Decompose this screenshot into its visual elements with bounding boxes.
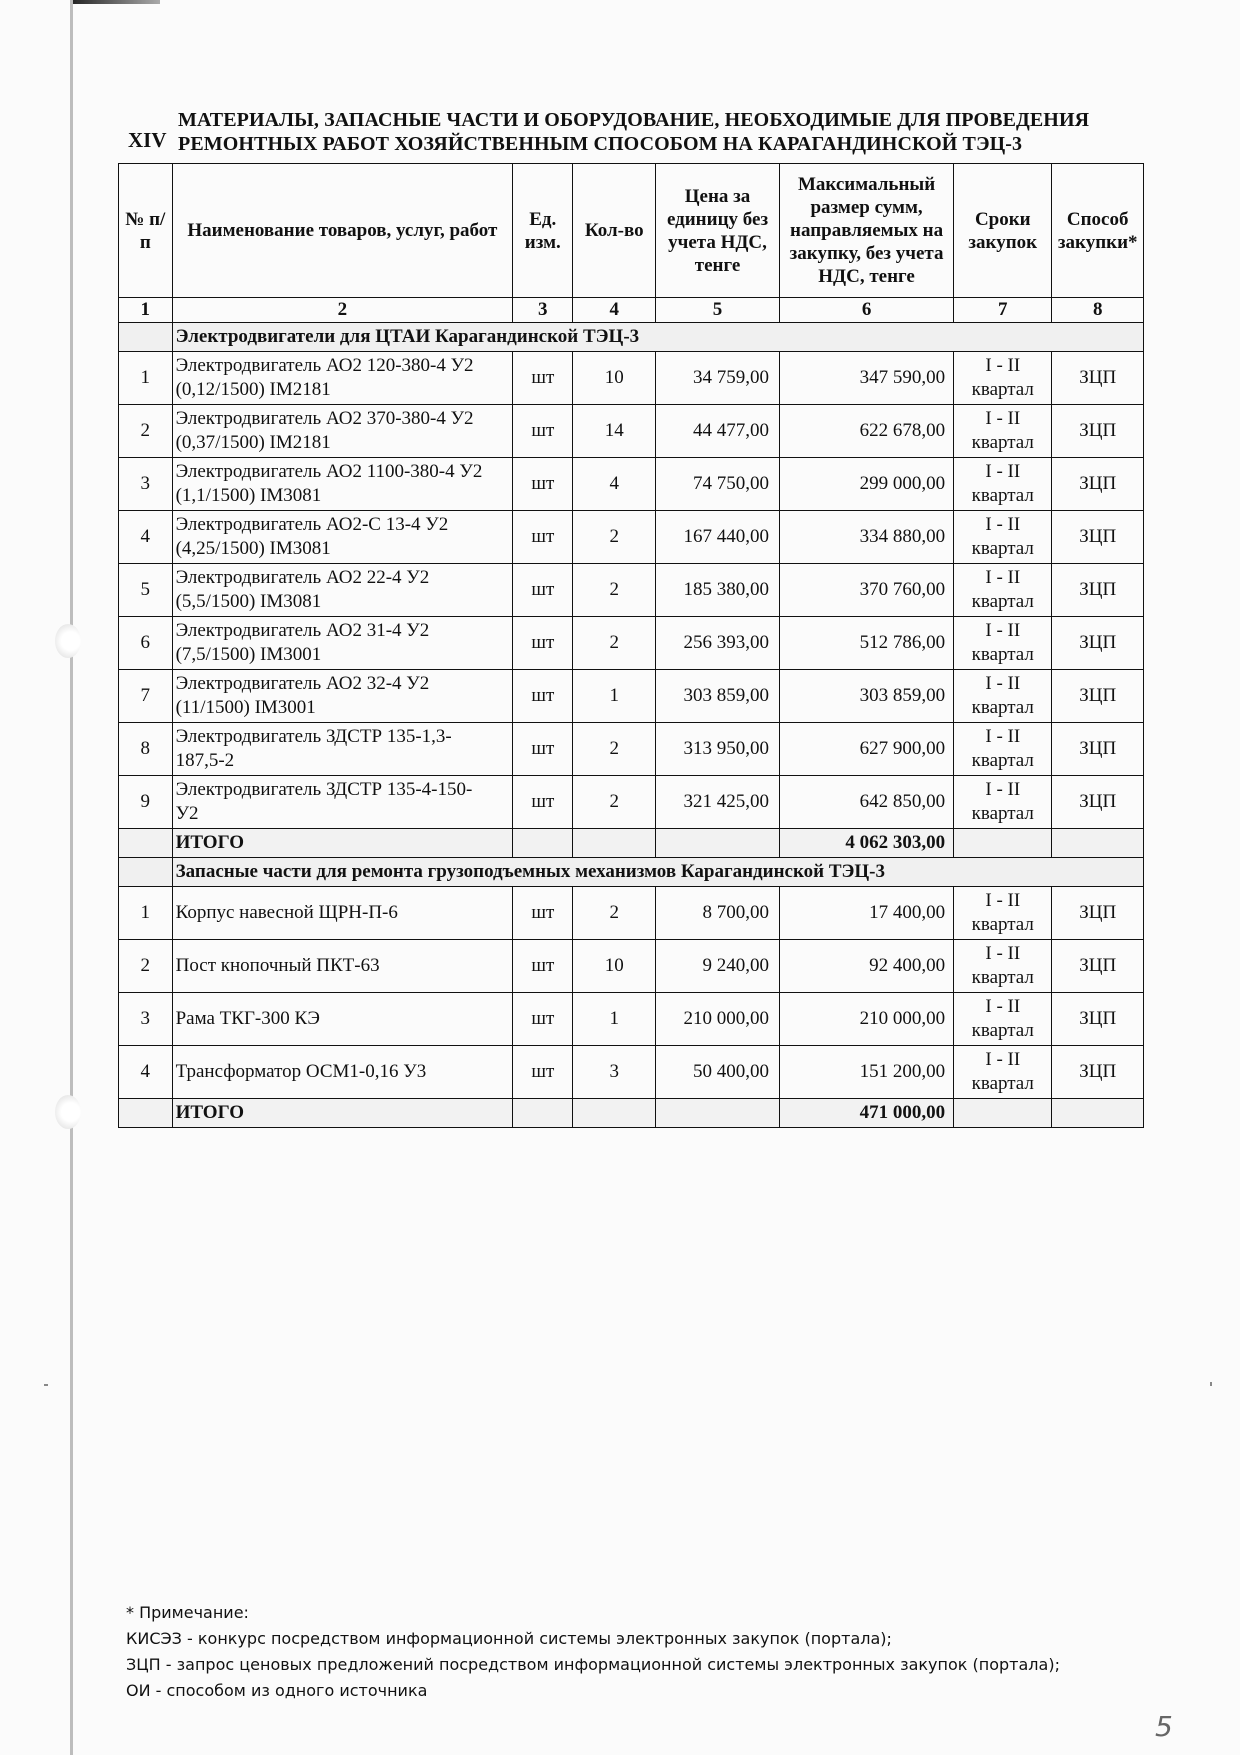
- section-title: Запасные части для ремонта грузоподъемных механизмов Карагандинской ТЭЦ-3: [172, 858, 1143, 887]
- column-number: 6: [779, 298, 953, 323]
- item-unit: шт: [513, 723, 573, 776]
- total-label: ИТОГО: [172, 829, 513, 858]
- item-unit: шт: [513, 564, 573, 617]
- scan-edge-top: [70, 0, 160, 4]
- item-period: [954, 776, 1052, 829]
- item-name-line-2: (4,25/1500) IM3081: [175, 538, 331, 559]
- table-row: [119, 405, 1144, 458]
- item-name-line-2: (0,37/1500) IM2181: [175, 432, 331, 453]
- header-row: [119, 164, 1144, 298]
- item-name: [172, 405, 513, 458]
- item-method: ЗЦП: [1052, 887, 1144, 940]
- period-line-1: I - II: [985, 996, 1021, 1017]
- column-number: 4: [573, 298, 656, 323]
- item-name: [172, 670, 513, 723]
- total-empty-cell: [119, 829, 173, 858]
- item-method: ЗЦП: [1052, 1046, 1144, 1099]
- title-text: [178, 108, 1089, 156]
- table-row: [119, 352, 1144, 405]
- period-line-2: квартал: [971, 697, 1034, 718]
- item-name: [172, 617, 513, 670]
- item-unit-price: 34 759,00: [656, 352, 780, 405]
- item-unit: шт: [513, 887, 573, 940]
- period-line-1: I - II: [985, 1049, 1021, 1070]
- item-quantity: 14: [573, 405, 656, 458]
- item-method: ЗЦП: [1052, 352, 1144, 405]
- period-line-2: квартал: [971, 967, 1034, 988]
- item-number: 4: [119, 1046, 173, 1099]
- punch-hole: [55, 1095, 81, 1129]
- item-name: [172, 564, 513, 617]
- total-row: [119, 829, 1144, 858]
- table-row: [119, 940, 1144, 993]
- item-name: [172, 887, 513, 940]
- item-number: 3: [119, 993, 173, 1046]
- total-empty-cell: [954, 1099, 1052, 1128]
- item-number: 2: [119, 940, 173, 993]
- item-name: [172, 511, 513, 564]
- item-unit: шт: [513, 352, 573, 405]
- section-header-row: [119, 323, 1144, 352]
- total-empty-cell: [119, 1099, 173, 1128]
- period-line-2: квартал: [971, 1020, 1034, 1041]
- item-max-sum: 210 000,00: [779, 993, 953, 1046]
- item-name-line-1: Электродвигатель АО2 120-380-4 У2: [175, 355, 474, 376]
- table-body: [119, 323, 1144, 1128]
- item-max-sum: 642 850,00: [779, 776, 953, 829]
- item-unit: шт: [513, 458, 573, 511]
- item-quantity: 2: [573, 776, 656, 829]
- header-method: Способ закупки*: [1052, 164, 1144, 298]
- period-line-2: квартал: [971, 432, 1034, 453]
- item-max-sum: 334 880,00: [779, 511, 953, 564]
- item-name-line-1: Пост кнопочный ПКТ-63: [175, 955, 380, 976]
- column-number: 1: [119, 298, 173, 323]
- item-quantity: 3: [573, 1046, 656, 1099]
- item-name-line-1: Электродвигатель АО2 31-4 У2: [175, 620, 430, 641]
- total-value: 471 000,00: [779, 1099, 953, 1128]
- item-number: 4: [119, 511, 173, 564]
- item-name-line-1: Электродвигатель АО2 370-380-4 У2: [175, 408, 474, 429]
- header-price: Цена за единицу без учета НДС, тенге: [656, 164, 780, 298]
- handwritten-page-number: 5: [1155, 1710, 1173, 1743]
- item-quantity: 1: [573, 670, 656, 723]
- total-empty-cell: [954, 829, 1052, 858]
- item-period: [954, 564, 1052, 617]
- item-unit-price: 50 400,00: [656, 1046, 780, 1099]
- item-name: [172, 1046, 513, 1099]
- item-method: ЗЦП: [1052, 511, 1144, 564]
- period-line-2: квартал: [971, 1073, 1034, 1094]
- period-line-2: квартал: [971, 538, 1034, 559]
- notes-heading: * Примечание:: [126, 1603, 249, 1622]
- item-max-sum: 347 590,00: [779, 352, 953, 405]
- scan-speck: [44, 1384, 48, 1386]
- total-empty-cell: [513, 829, 573, 858]
- period-line-2: квартал: [971, 591, 1034, 612]
- column-number: 5: [656, 298, 780, 323]
- item-number: 7: [119, 670, 173, 723]
- procurement-table: [118, 163, 1144, 1128]
- item-name-line-1: Трансформатор ОСМ1-0,16 У3: [175, 1061, 427, 1082]
- total-empty-cell: [573, 1099, 656, 1128]
- table-row: [119, 564, 1144, 617]
- punch-hole: [55, 624, 81, 658]
- item-period: [954, 723, 1052, 776]
- period-line-1: I - II: [985, 567, 1021, 588]
- item-number: 8: [119, 723, 173, 776]
- header-sum: Максимальный размер сумм, направляемых на закупку, без учета НДС, тенге: [779, 164, 953, 298]
- item-max-sum: 17 400,00: [779, 887, 953, 940]
- period-line-2: квартал: [971, 750, 1034, 771]
- item-period: [954, 940, 1052, 993]
- item-quantity: 10: [573, 352, 656, 405]
- item-unit-price: 8 700,00: [656, 887, 780, 940]
- item-number: 1: [119, 352, 173, 405]
- item-unit: шт: [513, 511, 573, 564]
- item-quantity: 1: [573, 993, 656, 1046]
- item-period: [954, 670, 1052, 723]
- item-name: [172, 940, 513, 993]
- item-number: 9: [119, 776, 173, 829]
- item-unit: шт: [513, 993, 573, 1046]
- item-period: [954, 405, 1052, 458]
- item-unit-price: 167 440,00: [656, 511, 780, 564]
- header-name: Наименование товаров, услуг, работ: [172, 164, 513, 298]
- section-number: XIV: [128, 128, 167, 152]
- item-unit: шт: [513, 670, 573, 723]
- period-line-1: I - II: [985, 620, 1021, 641]
- period-line-2: квартал: [971, 803, 1034, 824]
- item-method: ЗЦП: [1052, 723, 1144, 776]
- table-row: [119, 723, 1144, 776]
- item-name-line-1: Электродвигатель ЗДСТР 135-1,3-: [175, 726, 452, 747]
- table-row: [119, 458, 1144, 511]
- item-name-line-1: Электродвигатель ЗДСТР 135-4-150-: [175, 779, 473, 800]
- item-period: [954, 511, 1052, 564]
- item-quantity: 4: [573, 458, 656, 511]
- title-line-2: РЕМОНТНЫХ РАБОТ ХОЗЯЙСТВЕННЫМ СПОСОБОМ НА КАРАГАНДИНСКОЙ ТЭЦ-3: [178, 133, 1023, 155]
- item-name: [172, 993, 513, 1046]
- period-line-1: I - II: [985, 673, 1021, 694]
- item-max-sum: 370 760,00: [779, 564, 953, 617]
- item-period: [954, 1046, 1052, 1099]
- item-quantity: 2: [573, 511, 656, 564]
- header-num: № п/п: [119, 164, 173, 298]
- table-row: [119, 776, 1144, 829]
- column-number: 8: [1052, 298, 1144, 323]
- item-name: [172, 352, 513, 405]
- item-number: 1: [119, 887, 173, 940]
- item-max-sum: 299 000,00: [779, 458, 953, 511]
- item-number: 3: [119, 458, 173, 511]
- item-period: [954, 887, 1052, 940]
- period-line-1: I - II: [985, 726, 1021, 747]
- item-method: ЗЦП: [1052, 458, 1144, 511]
- item-method: ЗЦП: [1052, 993, 1144, 1046]
- item-name-line-1: Электродвигатель АО2 22-4 У2: [175, 567, 430, 588]
- table-row: [119, 1046, 1144, 1099]
- item-name-line-2: (1,1/1500) IM3081: [175, 485, 322, 506]
- total-label: ИТОГО: [172, 1099, 513, 1128]
- item-name-line-1: Рама ТКГ-300 КЭ: [175, 1008, 320, 1029]
- item-method: ЗЦП: [1052, 617, 1144, 670]
- item-unit-price: 44 477,00: [656, 405, 780, 458]
- total-value: 4 062 303,00: [779, 829, 953, 858]
- item-name-line-2: (7,5/1500) IM3001: [175, 644, 322, 665]
- table-row: [119, 670, 1144, 723]
- item-name: [172, 458, 513, 511]
- period-line-2: квартал: [971, 644, 1034, 665]
- item-max-sum: 92 400,00: [779, 940, 953, 993]
- item-name-line-1: Электродвигатель АО2 32-4 У2: [175, 673, 430, 694]
- total-empty-cell: [1052, 1099, 1144, 1128]
- item-max-sum: 151 200,00: [779, 1046, 953, 1099]
- item-period: [954, 352, 1052, 405]
- title-line-1: МАТЕРИАЛЫ, ЗАПАСНЫЕ ЧАСТИ И ОБОРУДОВАНИЕ, НЕОБХОДИМЫЕ ДЛЯ ПРОВЕДЕНИЯ: [178, 109, 1090, 131]
- item-unit: шт: [513, 405, 573, 458]
- note-kisez: КИСЭЗ - конкурс посредством информационной системы электронных закупок (портала);: [126, 1629, 892, 1648]
- item-quantity: 2: [573, 564, 656, 617]
- item-unit-price: 256 393,00: [656, 617, 780, 670]
- period-line-1: I - II: [985, 779, 1021, 800]
- item-method: ЗЦП: [1052, 670, 1144, 723]
- column-number: 7: [954, 298, 1052, 323]
- scan-edge-left: [70, 0, 73, 1755]
- item-unit-price: 303 859,00: [656, 670, 780, 723]
- period-line-2: квартал: [971, 379, 1034, 400]
- table-row: [119, 993, 1144, 1046]
- item-unit-price: 210 000,00: [656, 993, 780, 1046]
- note-oi: ОИ - способом из одного источника: [126, 1681, 428, 1700]
- item-period: [954, 617, 1052, 670]
- item-number: 2: [119, 405, 173, 458]
- period-line-1: I - II: [985, 408, 1021, 429]
- item-unit-price: 321 425,00: [656, 776, 780, 829]
- item-name-line-2: (5,5/1500) IM3081: [175, 591, 322, 612]
- period-line-1: I - II: [985, 514, 1021, 535]
- total-empty-cell: [1052, 829, 1144, 858]
- total-row: [119, 1099, 1144, 1128]
- item-name-line-1: Корпус навесной ЩРН-П-6: [175, 902, 398, 923]
- item-name-line-2: 187,5-2: [175, 750, 235, 771]
- period-line-1: I - II: [985, 943, 1021, 964]
- table-row: [119, 887, 1144, 940]
- item-max-sum: 512 786,00: [779, 617, 953, 670]
- item-unit-price: 74 750,00: [656, 458, 780, 511]
- item-method: ЗЦП: [1052, 405, 1144, 458]
- table-row: [119, 617, 1144, 670]
- item-period: [954, 458, 1052, 511]
- period-line-2: квартал: [971, 914, 1034, 935]
- item-max-sum: 622 678,00: [779, 405, 953, 458]
- period-line-2: квартал: [971, 485, 1034, 506]
- item-quantity: 10: [573, 940, 656, 993]
- item-period: [954, 993, 1052, 1046]
- period-line-1: I - II: [985, 355, 1021, 376]
- item-name: [172, 776, 513, 829]
- item-unit-price: 313 950,00: [656, 723, 780, 776]
- total-empty-cell: [656, 1099, 780, 1128]
- column-number-row: [119, 298, 1144, 323]
- section-empty-cell: [119, 323, 173, 352]
- item-name-line-1: Электродвигатель АО2-С 13-4 У2: [175, 514, 449, 535]
- item-method: ЗЦП: [1052, 776, 1144, 829]
- column-number: 3: [513, 298, 573, 323]
- item-unit: шт: [513, 940, 573, 993]
- footnotes: [126, 1600, 1060, 1704]
- header-qty: Кол-во: [573, 164, 656, 298]
- section-empty-cell: [119, 858, 173, 887]
- item-method: ЗЦП: [1052, 940, 1144, 993]
- item-number: 5: [119, 564, 173, 617]
- item-quantity: 2: [573, 723, 656, 776]
- item-method: ЗЦП: [1052, 564, 1144, 617]
- table-row: [119, 511, 1144, 564]
- scan-speck: [1210, 1382, 1212, 1386]
- header-unit: Ед. изм.: [513, 164, 573, 298]
- item-name-line-2: (11/1500) IM3001: [175, 697, 316, 718]
- header-period: Сроки закупок: [954, 164, 1052, 298]
- total-empty-cell: [656, 829, 780, 858]
- item-quantity: 2: [573, 887, 656, 940]
- item-name-line-2: (0,12/1500) IM2181: [175, 379, 331, 400]
- item-name-line-2: У2: [175, 803, 199, 824]
- column-number: 2: [172, 298, 513, 323]
- item-unit: шт: [513, 1046, 573, 1099]
- item-name: [172, 723, 513, 776]
- section-title: Электродвигатели для ЦТАИ Карагандинской ТЭЦ-3: [172, 323, 1143, 352]
- total-empty-cell: [513, 1099, 573, 1128]
- item-quantity: 2: [573, 617, 656, 670]
- item-max-sum: 627 900,00: [779, 723, 953, 776]
- item-name-line-1: Электродвигатель АО2 1100-380-4 У2: [175, 461, 483, 482]
- item-max-sum: 303 859,00: [779, 670, 953, 723]
- period-line-1: I - II: [985, 890, 1021, 911]
- item-unit: шт: [513, 617, 573, 670]
- total-empty-cell: [573, 829, 656, 858]
- item-unit: шт: [513, 776, 573, 829]
- section-header-row: [119, 858, 1144, 887]
- note-zcp: ЗЦП - запрос ценовых предложений посредством информационной системы электронных закупок (портала);: [126, 1655, 1060, 1674]
- item-number: 6: [119, 617, 173, 670]
- item-unit-price: 9 240,00: [656, 940, 780, 993]
- item-unit-price: 185 380,00: [656, 564, 780, 617]
- period-line-1: I - II: [985, 461, 1021, 482]
